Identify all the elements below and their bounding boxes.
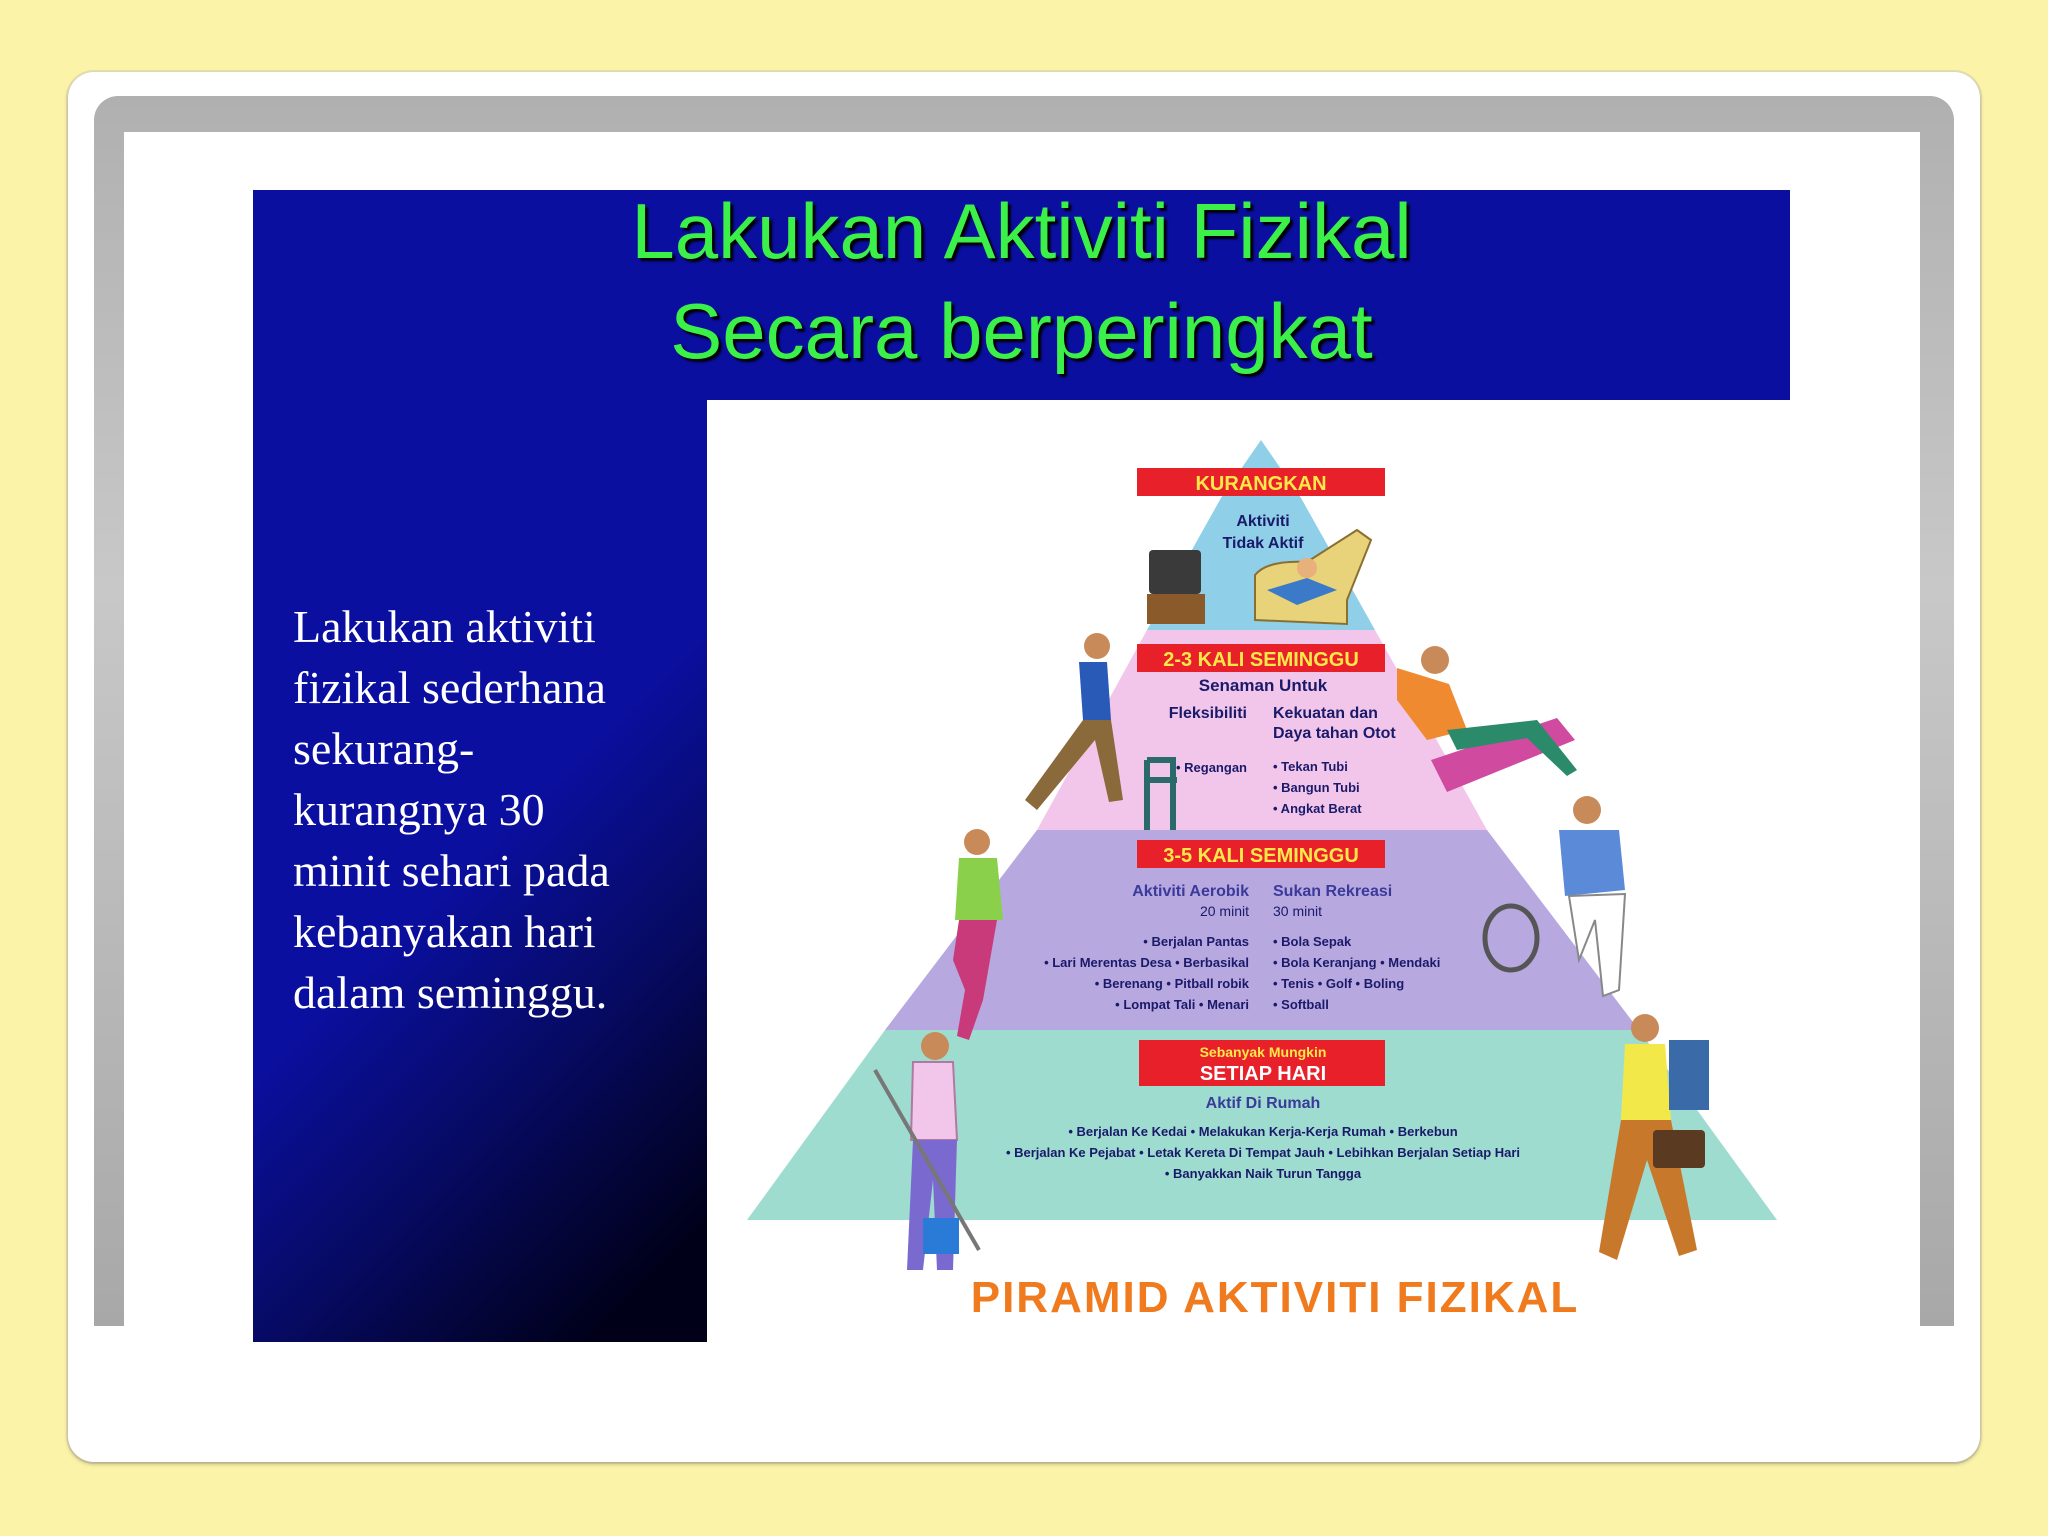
briefcase-icon — [1653, 1130, 1705, 1168]
tier-4-heading: Aktif Di Rumah — [1205, 1095, 1321, 1112]
tier-3-col1-item: • Berenang • Pitball robik — [1094, 976, 1249, 991]
tv-stand-icon — [1147, 594, 1205, 624]
bucket-icon — [923, 1218, 959, 1254]
tier-4-banner-label: SETIAP HARI — [1199, 1063, 1327, 1085]
files-icon — [1669, 1040, 1709, 1110]
tier-3-col1-item: • Lompat Tali • Menari — [1115, 997, 1249, 1012]
person-stretching-icon — [1084, 633, 1110, 659]
tier-3-col1-title: Aktiviti Aerobik — [1132, 883, 1249, 900]
tier-2-heading: Senaman Untuk — [1198, 676, 1328, 695]
body-line: kebanyakan hari — [293, 906, 596, 957]
person-resting-icon — [1297, 558, 1317, 578]
tier-2-col2-item: • Bangun Tubi — [1273, 780, 1360, 795]
tier-4-line: • Berjalan Ke Pejabat • Letak Kereta Di Tempat Jauh • Lebihkan Berjalan Setiap Hari — [1005, 1145, 1521, 1160]
tier-2-col1-title: Fleksibiliti — [1168, 705, 1247, 722]
tier-1-line-1: Aktiviti — [1236, 513, 1290, 530]
person-dancing-body-icon — [955, 858, 1003, 920]
person-dancing-icon — [964, 829, 990, 855]
person-mopping-body-icon — [911, 1062, 957, 1140]
tier-2-col2-item: • Angkat Berat — [1273, 801, 1362, 816]
tier-2-col1-item: • Regangan — [1175, 760, 1247, 775]
body-line: fizikal sederhana — [293, 662, 606, 713]
person-stretching-body-icon — [1079, 662, 1111, 720]
tier-3-col1-sub: 20 minit — [1199, 903, 1249, 919]
tier-2-col2-item: • Tekan Tubi — [1273, 759, 1348, 774]
tier-2-col2-title-1: Kekuatan dan — [1273, 705, 1378, 722]
pyramid-footer-title: PIRAMID AKTIVITI FIZIKAL — [970, 1273, 1580, 1322]
tier-3-col2-item: • Softball — [1273, 997, 1329, 1012]
tier-3-col2-item: • Bola Sepak — [1273, 934, 1352, 949]
slide-title-line-1: Lakukan Aktiviti Fizikal — [631, 187, 1412, 275]
tier-1-banner-label: KURANGKAN — [1195, 473, 1327, 495]
tier-3-col1-item: • Lari Merentas Desa • Berbasikal — [1044, 955, 1249, 970]
body-line: kurangnya 30 — [293, 784, 545, 835]
tv-icon — [1149, 550, 1201, 594]
person-situp-icon — [1421, 646, 1449, 674]
tier-3-col2-title: Sukan Rekreasi — [1273, 883, 1393, 900]
tier-4-banner-small: Sebanyak Mungkin — [1199, 1044, 1327, 1060]
body-line: dalam seminggu. — [293, 967, 608, 1018]
body-line: sekurang- — [293, 723, 475, 774]
tier-2-banner-label: 2-3 KALI SEMINGGU — [1163, 649, 1359, 671]
body-text — [293, 596, 693, 1023]
tier-4-line: • Berjalan Ke Kedai • Melakukan Kerja-Kerja Rumah • Berkebun — [1068, 1124, 1458, 1139]
tier-3-banner-label: 3-5 KALI SEMINGGU — [1163, 845, 1359, 867]
body-line: Lakukan aktiviti — [293, 601, 596, 652]
person-walking-icon — [1631, 1014, 1659, 1042]
tier-3-col2-sub: 30 minit — [1273, 903, 1323, 919]
person-tennis-body-icon — [1559, 830, 1625, 896]
pyramid-diagram — [707, 400, 1790, 1342]
tier-3-col2-item: • Bola Keranjang • Mendaki — [1273, 955, 1441, 970]
person-tennis-icon — [1573, 796, 1601, 824]
person-mopping-icon — [921, 1032, 949, 1060]
slide-title-line-2: Secara berperingkat — [670, 287, 1373, 375]
pyramid-svg — [707, 400, 1790, 1342]
tier-1-line-2: Tidak Aktif — [1222, 535, 1304, 552]
tier-3-col2-item: • Tenis • Golf • Boling — [1273, 976, 1405, 991]
body-line: minit sehari pada — [293, 845, 610, 896]
tier-3-col1-item: • Berjalan Pantas — [1143, 934, 1249, 949]
tier-4-line: • Banyakkan Naik Turun Tangga — [1164, 1166, 1362, 1181]
tier-2-col2-title-2: Daya tahan Otot — [1273, 725, 1396, 742]
person-walking-body-icon — [1621, 1044, 1671, 1120]
